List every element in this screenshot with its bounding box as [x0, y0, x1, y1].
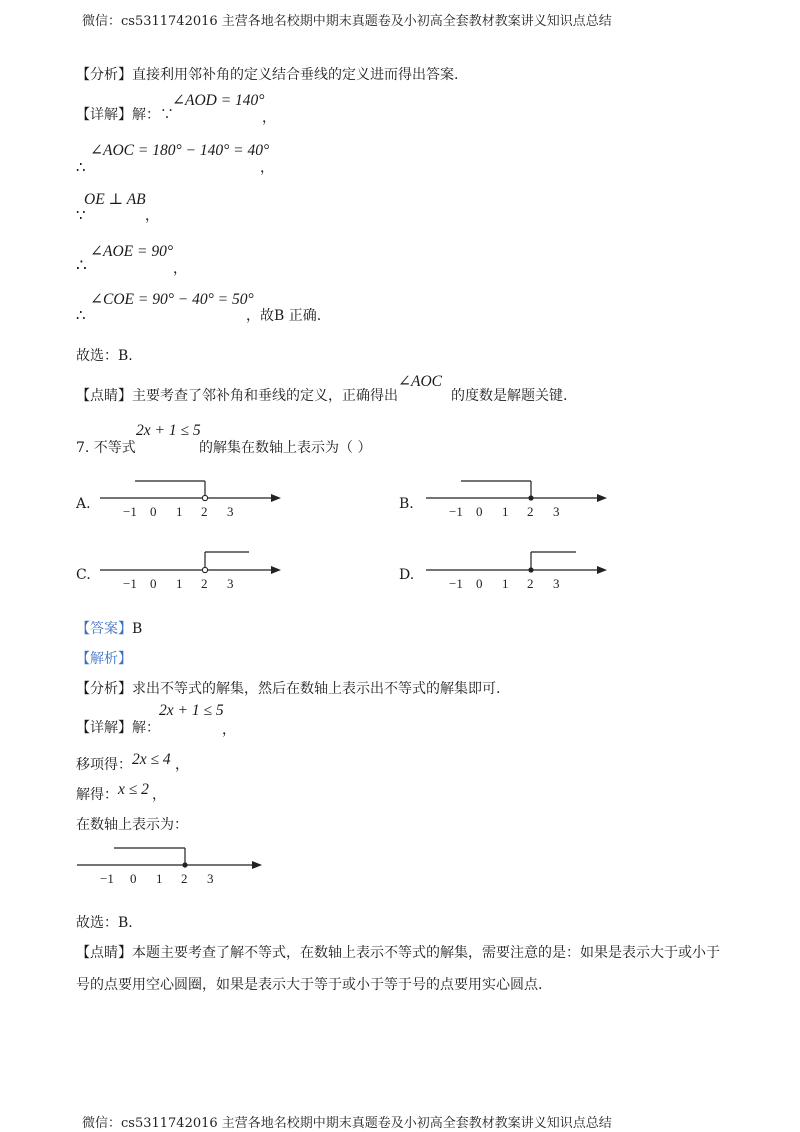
detail-label [76, 104, 174, 124]
option-a-number-line [95, 474, 290, 524]
option-d-label: D. [399, 567, 415, 583]
analysis-text: 直接利用邻补角的定义结合垂线的定义进而得出答案. [132, 67, 459, 83]
tick-label: 0 [476, 504, 483, 519]
comment-tail: 的度数是解题关键. [451, 388, 568, 404]
comment-line [76, 385, 398, 405]
tick-label: 1 [176, 504, 183, 519]
detail-inequality: 2x + 1 ≤ 5 [159, 702, 224, 719]
therefore-symbol: ∴ [76, 306, 86, 324]
comma: ， [222, 722, 236, 738]
option-c-number-line [95, 546, 290, 596]
detail-label-text: 【详解】 [76, 107, 132, 123]
comment-text: 主要考查了邻补角和垂线的定义，正确得出 [132, 388, 398, 404]
option-c-label: C. [76, 567, 91, 583]
solve-label: 解得： [76, 787, 118, 803]
tick-label: 3 [553, 504, 560, 519]
tick-label: 0 [476, 576, 483, 591]
tick-label: 1 [502, 504, 509, 519]
comma: ， [145, 208, 159, 224]
comment-angle: ∠AOC [398, 373, 442, 390]
question-tail: 的解集在数轴上表示为（ ） [199, 440, 372, 456]
move-inequality: 2x ≤ 4 [132, 751, 171, 768]
comma: ， [260, 160, 274, 176]
detail-prefix: 解： [132, 720, 160, 736]
tick-label: 3 [553, 576, 560, 591]
comma: ， [262, 110, 276, 126]
move-label: 移项得： [76, 757, 132, 773]
comma: ， [175, 757, 189, 773]
comma: ， [152, 787, 166, 803]
step-aoe: ∠AOE = 90° [90, 243, 174, 260]
analysis-label: 【分析】 [76, 681, 132, 697]
choice-line: 故选：B. [76, 348, 133, 364]
page-header: 微信：cs5311742016 主营各地名校期中期末真题卷及小初高全套教材教案讲义知识点总结 [82, 14, 612, 29]
comment-label: 【点睛】 [76, 388, 132, 404]
analysis-line [76, 64, 458, 84]
explain-label: 【解析】 [76, 651, 132, 667]
tick-label: 3 [207, 871, 214, 886]
tick-label: 2 [181, 871, 188, 886]
detail-prefix: 解：∵ [132, 107, 174, 123]
choice-line: 故选：B. [76, 915, 133, 931]
tick-label: −1 [100, 871, 114, 886]
tick-label: −1 [123, 504, 137, 519]
option-a-label: A. [76, 496, 91, 512]
tick-label: −1 [449, 576, 463, 591]
step-aod: ∠AOD = 140° [172, 92, 265, 109]
answer-label: 【答案】 [76, 621, 132, 637]
page-footer: 微信：cs5311742016 主营各地名校期中期末真题卷及小初高全套教材教案讲义知识点总结 [82, 1116, 612, 1131]
option-b-label: B. [399, 496, 414, 512]
question-inequality: 2x + 1 ≤ 5 [136, 422, 201, 439]
analysis-text: 求出不等式的解集，然后在数轴上表示出不等式的解集即可. [132, 681, 501, 697]
tick-label: 1 [176, 576, 183, 591]
comment-line-1 [76, 942, 720, 962]
detail-line [76, 717, 160, 737]
therefore-symbol: ∴ [76, 256, 87, 276]
comment-text: 本题主要考查了解不等式，在数轴上表示不等式的解集，需要注意的是：如果是表示大于或小于 [132, 945, 720, 961]
tick-label: 0 [150, 504, 157, 519]
tick-label: 0 [150, 576, 157, 591]
tick-label: 0 [130, 871, 137, 886]
because-symbol: ∵ [76, 206, 86, 224]
step-aoc: ∠AOC = 180° − 140° = 40° [90, 142, 270, 159]
analysis-line [76, 678, 500, 698]
therefore-symbol: ∴ [76, 158, 86, 176]
answer-line [76, 618, 142, 638]
option-d-number-line [423, 546, 618, 596]
answer-value: B [132, 621, 143, 637]
comment-line-2: 号的点要用空心圆圈，如果是表示大于等于或小于等于号的点要用实心圆点. [76, 977, 543, 993]
tick-label: −1 [449, 504, 463, 519]
comma: ， [173, 261, 187, 277]
axis-intro: 在数轴上表示为： [76, 817, 188, 833]
solve-inequality: x ≤ 2 [118, 781, 149, 798]
tick-label: 1 [502, 576, 509, 591]
tick-label: 1 [156, 871, 163, 886]
tick-label: 2 [201, 504, 208, 519]
step-oe-perp-ab: OE ⊥ AB [84, 191, 146, 208]
tick-label: 3 [227, 504, 234, 519]
tick-label: 3 [227, 576, 234, 591]
option-b-number-line [423, 474, 618, 524]
analysis-label: 【分析】 [76, 67, 132, 83]
step-coe-suffix: ，故B 正确. [246, 308, 322, 324]
tick-label: 2 [201, 576, 208, 591]
step-coe: ∠COE = 90° − 40° = 50° [90, 291, 254, 308]
tick-label: 2 [527, 576, 534, 591]
detail-label-text: 【详解】 [76, 720, 132, 736]
solution-number-line [74, 841, 274, 891]
tick-label: −1 [123, 576, 137, 591]
question-number: 7. 不等式 [76, 440, 136, 456]
comment-label: 【点睛】 [76, 945, 132, 961]
tick-label: 2 [527, 504, 534, 519]
